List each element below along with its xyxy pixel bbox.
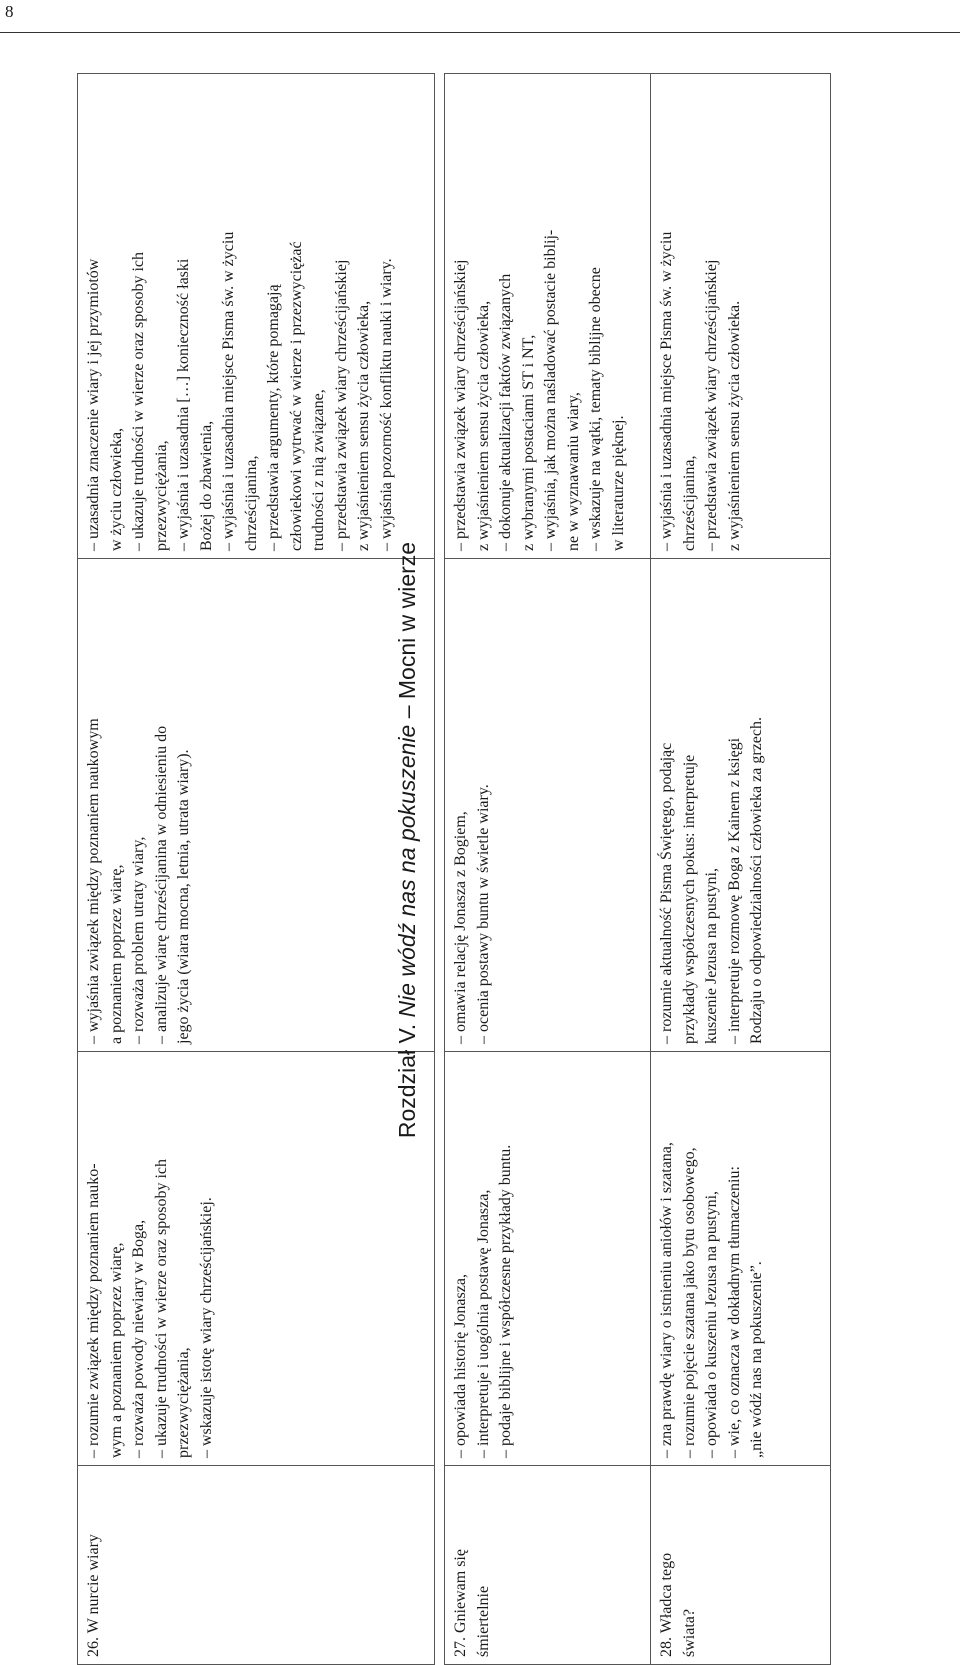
cell-line: świata? — [680, 1609, 698, 1657]
basic-requirements-cell — [78, 1052, 435, 1466]
cell-line: jego życia (wiara mocna, letnia, utrata wiary). — [175, 749, 192, 1044]
cell-line: – rozumie aktualność Pisma Świętego, podając — [658, 742, 675, 1044]
cell-line: – zna prawdę wiary o istnieniu aniołów i szatana, — [658, 1142, 675, 1458]
cell-line: – wyjaśnia, jak można naśladować postacie biblij- — [542, 229, 559, 551]
cell-line: – wyjaśnia i uzasadnia miejsce Pisma św. w życiu — [220, 231, 237, 551]
chapter-suffix: – Mocni w wierze — [394, 541, 420, 725]
cell-line: – rozważa powody niewiary w Boga, — [130, 1219, 147, 1458]
core-curriculum-cell — [445, 74, 651, 559]
cell-line: w literaturze pięknej. — [609, 415, 627, 551]
cell-line: w życiu człowieka, — [107, 427, 125, 551]
core-curriculum-cell — [78, 74, 435, 559]
curriculum-table-top — [77, 73, 435, 1665]
cell-line: 26. W nurcie wiary — [85, 1534, 102, 1657]
cell-line: wym a poznaniem poprzez wiarę, — [107, 1242, 125, 1458]
cell-line: – ocenia postawy buntu w świetle wiary. — [474, 784, 492, 1044]
extended-requirements-cell — [651, 559, 831, 1052]
cell-line: 27. Gniewam się — [452, 1549, 469, 1657]
chapter-heading — [384, 0, 434, 1665]
cell-line: kuszenie Jezusa na pustyni, — [703, 868, 720, 1044]
cell-line: – interpretuje rozmowę Boga z Kainem z księgi — [725, 737, 743, 1044]
cell-line: ne w wyznawaniu wiary, — [564, 392, 582, 551]
cell-line: – ukazuje trudności w wierze oraz sposoby ich — [130, 251, 147, 551]
cell-line: a poznaniem poprzez wiarę, — [107, 864, 125, 1044]
cell-line: śmiertelnie — [474, 1585, 492, 1657]
table-row — [78, 74, 435, 1665]
table-row — [445, 74, 651, 1665]
cell-line: – wie, co oznacza w dokładnym tłumaczeniu: — [725, 1166, 743, 1458]
cell-line: – opowiada historię Jonasza, — [452, 1274, 469, 1458]
basic-requirements-cell — [651, 1052, 831, 1466]
cell-line: trudności z nią związane, — [310, 389, 327, 551]
cell-line: – ukazuje trudności w wierze oraz sposoby ich — [152, 1158, 170, 1458]
cell-line: Rodzaju o odpowiedzialności człowieka za grzech. — [748, 717, 765, 1044]
cell-line: – przedstawia związek wiary chrześcijańskiej — [332, 259, 350, 551]
cell-line: przykłady współczesnych pokus: interpretuje — [680, 754, 698, 1044]
cell-line: człowiekowi wytrwać w wierze i przezwyciężać — [287, 241, 305, 551]
cell-line: – rozważa problem utraty wiary, — [130, 836, 147, 1044]
cell-line: – rozumie związek między poznaniem nauko- — [85, 1163, 102, 1458]
topic-cell — [651, 1466, 831, 1665]
cell-line: Bożej do zbawienia, — [197, 420, 215, 551]
cell-line: przezwyciężania, — [175, 1347, 192, 1458]
cell-line: – wskazuje istotę wiary chrześcijańskiej. — [197, 1197, 215, 1458]
cell-line: „nie wódź nas na pokuszenie”. — [748, 1261, 765, 1458]
cell-line: – wyjaśnia i uzasadnia […] konieczność łaski — [175, 258, 192, 551]
extended-requirements-cell — [445, 559, 651, 1052]
cell-line: 28. Władca tego — [658, 1552, 675, 1657]
cell-line: – opowiada o kuszeniu Jezusa na pustyni, — [703, 1190, 720, 1458]
basic-requirements-cell — [445, 1052, 651, 1466]
topic-cell — [78, 1466, 435, 1665]
cell-line: – wyjaśnia pozorność konfliktu nauki i wiary. — [377, 258, 395, 551]
cell-line: – przedstawia związek wiary chrześcijańskiej — [452, 259, 469, 551]
cell-line: – omawia relację Jonasza z Bogiem, — [452, 811, 469, 1044]
cell-line: – podaje biblijne i współczesne przykłady buntu. — [497, 1144, 514, 1458]
table-row — [651, 74, 831, 1665]
curriculum-table-bottom — [444, 73, 831, 1665]
cell-line: chrześcijanina, — [680, 455, 698, 551]
cell-line: – uzasadnia znaczenie wiary i jej przymiotów — [85, 258, 102, 551]
core-curriculum-cell — [651, 74, 831, 559]
extended-requirements-cell — [78, 559, 435, 1052]
cell-line: – dokonuje aktualizacji faktów związanych — [497, 273, 514, 551]
cell-line: przezwyciężania, — [152, 440, 170, 551]
topic-cell — [445, 1466, 651, 1665]
cell-line: z wybranymi postaciami ST i NT, — [519, 334, 537, 551]
cell-line: – analizuje wiarę chrześcijanina w odniesieniu do — [152, 725, 170, 1044]
chapter-prefix: Rozdział V. — [394, 1017, 420, 1139]
chapter-italic-title: Nie wódź nas na pokuszenie — [394, 724, 420, 1018]
cell-line: z wyjaśnieniem sensu życia człowieka. — [725, 300, 743, 551]
cell-line: – wyjaśnia i uzasadnia miejsce Pisma św. w życiu — [658, 231, 675, 551]
cell-line: – przedstawia argumenty, które pomagają — [265, 284, 282, 551]
cell-line: – przedstawia związek wiary chrześcijańskiej — [703, 259, 720, 551]
page-number: 8 — [5, 2, 14, 21]
cell-line: – rozumie pojęcie szatana jako bytu osobowego, — [680, 1147, 698, 1458]
cell-line: – interpretuje i uogólnia postawę Jonasza, — [474, 1189, 492, 1458]
cell-line: z wyjaśnieniem sensu życia człowieka, — [355, 300, 372, 551]
cell-line: – wyjaśnia związek między poznaniem naukowym — [85, 718, 102, 1044]
cell-line: chrześcijanina, — [242, 455, 260, 551]
cell-line: z wyjaśnieniem sensu życia człowieka, — [474, 300, 492, 551]
cell-line: – wskazuje na wątki, tematy biblijne obecne — [587, 267, 604, 551]
